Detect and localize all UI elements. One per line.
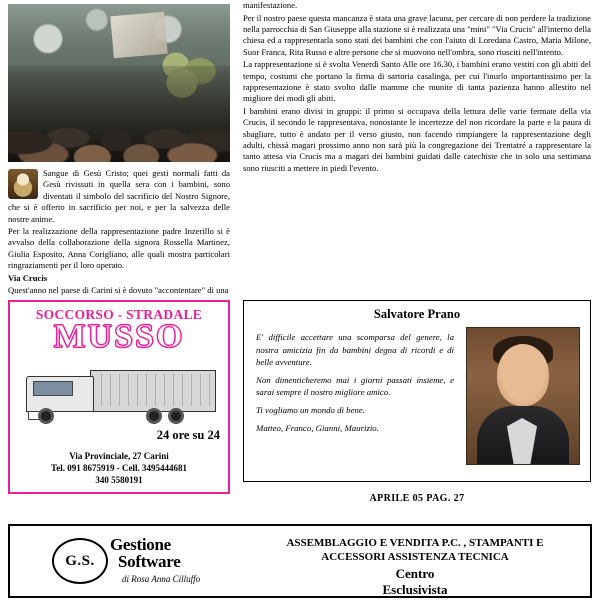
caption-paragraph-1: Sangue di Gesù Cristo; quei gesti normali fatti da Gesù rivissuti in quella sera con i bambini, sono diventati il simbolo del sacrificio del Nostro Signore, che si è offerto in sacrificio per noi, e per la salvezza delle nostre anime. — [8, 168, 230, 224]
gs-line-3: Centro — [395, 566, 435, 581]
memorial-notice — [243, 300, 591, 482]
left-column — [8, 4, 230, 297]
gs-line-2: ACCESSORI ASSISTENZA TECNICA — [321, 551, 509, 563]
truck-window — [33, 381, 73, 396]
memorial-signature: Matteo, Franco, Gianni, Maurizio. — [256, 422, 379, 433]
advert-brand: MUSSO — [53, 318, 185, 355]
section-heading-via-crucis: Via Crucis — [8, 272, 48, 283]
memorial-paragraph-3: Ti vogliamo un mondo di bene. — [256, 404, 365, 415]
advert-gestione-software — [8, 524, 592, 598]
gs-advert-text — [242, 536, 588, 598]
article-paragraph-2: Per il nostro paese questa mancanza è stata una grave lacuna, per cercare di non perdere la tradizione nella parrocchia di San Giuseppe alla stazione si è realizzata una "mini" "Via Crucis" all'interno della chiesa ed a rappresentarla sono stati dei bambini che con l'aiuto di Loredana Castro, Maria Milone, Suor Franca, Rita Russo e altre persone che si muovono nell'ombra, sono riusciti nell'intento. — [243, 12, 591, 57]
advert-phone-2: 340 5580191 — [95, 475, 143, 485]
advert-address: Via Provinciale, 27 Carini — [69, 451, 169, 461]
memorial-paragraph-2: Non dimenticheremo mai i giorni passati insieme, e sarai sempre il nostro migliore amico. — [256, 374, 454, 398]
left-caption-text — [8, 168, 230, 296]
portrait-face — [497, 344, 549, 406]
gs-line-1: ASSEMBLAGGIO E VENDITA P.C. , STAMPANTI E — [286, 537, 544, 549]
gs-subtitle: di Rosa Anna Cilluffo — [122, 574, 201, 584]
truck-wheel — [168, 408, 184, 424]
gs-brand-name — [110, 536, 230, 570]
truck-wheel — [38, 408, 54, 424]
gs-line-4: Esclusivista — [382, 582, 448, 597]
memorial-paragraph-1: E' difficile accettare una scomparsa del genere, la nostra amicizia fin da bambini degna di ricordi e di belle avventure. — [256, 332, 454, 368]
decorative-dropcap-image — [8, 169, 38, 199]
advert-hours: 24 ore su 24 — [156, 428, 220, 442]
gs-brand-word-2: Software — [118, 552, 181, 571]
right-column — [243, 0, 591, 175]
memorial-name: Salvatore Prano — [373, 307, 461, 321]
gs-logo-icon: G.S. — [52, 538, 108, 584]
crowd-photo — [8, 4, 230, 162]
memorial-portrait-photo — [466, 327, 580, 465]
memorial-message — [256, 331, 454, 439]
advert-phone-1: Tel. 091 8675919 - Cell. 3495444681 — [51, 463, 187, 473]
article-paragraph-1: manifestazione. — [243, 0, 298, 10]
truck-cab — [26, 376, 94, 412]
advert-title: SOCCORSO - STRADALE — [35, 307, 203, 322]
advert-contact — [10, 450, 228, 486]
section-paragraph: Quest'anno nel paese di Carini si è dovuto "accontentare" di una — [8, 285, 229, 296]
truck-wheel — [146, 408, 162, 424]
article-paragraph-3: La rappresentazione si è svolta Venerdì Santo Alle ore 16.30, i bambini erano vestiti con gli abiti del tempo, costumi che portano la firma di sartoria casalinga, per cui l'inurlo importantissimo per la rappresentazione è stato svolto dalle mamme che munite di tanta pazienza hanno allestito nel migliore dei modi gli abiti. — [243, 59, 591, 104]
gs-brand-word-1: Gestione — [110, 535, 171, 554]
issue-footer: APRILE 05 PAG. 27 — [369, 493, 465, 504]
photo-crowd — [8, 66, 230, 162]
tow-truck-illustration — [26, 364, 216, 426]
advert-soccorso-stradale — [8, 300, 230, 494]
article-paragraph-4: I bambini erano divisi in gruppi: il primo si occupava della lettura delle varie fermate della via Crucis, il secondo le rappresentava, nonostante le incertezze del non ricordare la parte e la paura di sbagliare, tutto è andato per il verso giusto, non facendo rimpiangere la rappresentazione degli adulti, chissà magari prossimo anno non sarà più la congregazione dei Trentatré a rappresentare la tanto attesa via Crucis ma a magari dei bambini guidati dalle catechiste che in solo una settimana sono riusciti a mettere in piedi l'evento. — [243, 106, 591, 173]
caption-paragraph-2: Per la realizzazione della rappresentazione padre Inzerillo si è avvalso della collaborazione della signora Rossella Martinez, Giulia Esposito, Anna Corigliano, alle quali mostra particolari ringraziamenti per il loro operato. — [8, 226, 230, 271]
truck-bed-lines — [92, 374, 212, 406]
